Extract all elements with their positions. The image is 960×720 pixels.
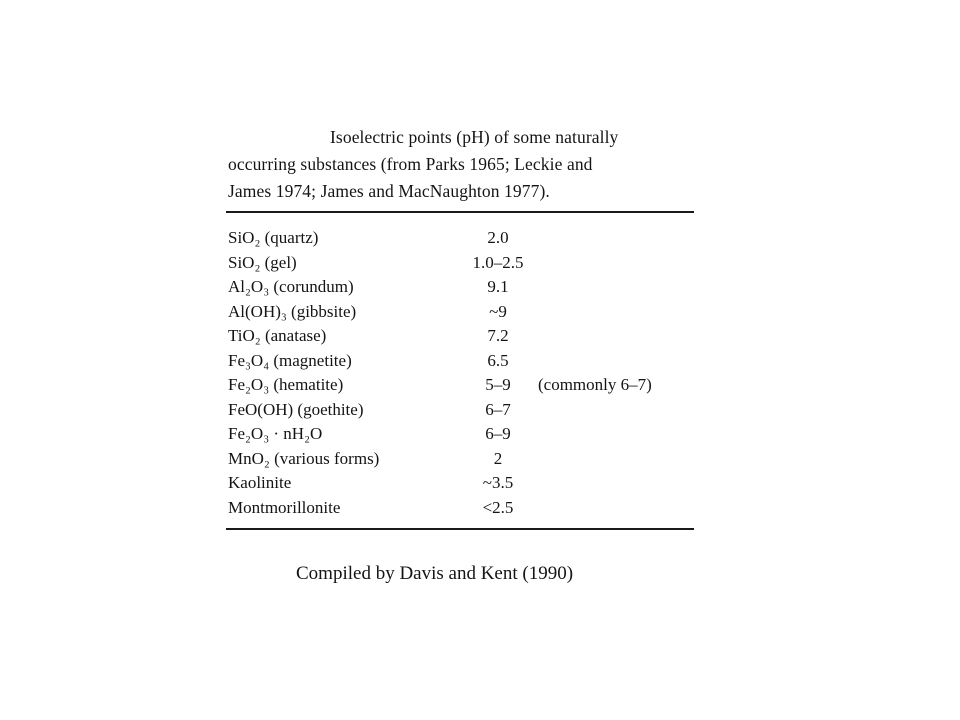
table-caption bbox=[228, 124, 698, 205]
table-row bbox=[228, 300, 698, 325]
substance-cell: Al₂O₃ (corundum) bbox=[228, 277, 354, 296]
table-row bbox=[228, 251, 698, 276]
caption-line-3: James 1974; James and MacNaughton 1977). bbox=[228, 181, 550, 201]
ph-cell: 6.5 bbox=[487, 350, 509, 370]
caption-line-1: Isoelectric points (pH) of some naturally bbox=[330, 127, 619, 147]
table-row bbox=[228, 226, 698, 251]
table-row bbox=[228, 275, 698, 300]
table-row bbox=[228, 471, 698, 496]
substance-cell: Kaolinite bbox=[228, 473, 292, 492]
ph-cell: 9.1 bbox=[487, 277, 509, 296]
ph-cell: 5–9 bbox=[485, 375, 511, 394]
table-row bbox=[228, 422, 698, 447]
substance-cell: SiO₂ (quartz) bbox=[228, 228, 319, 247]
substance-cell: Fe₂O₃ · nH₂O bbox=[228, 424, 323, 443]
ph-cell: 2.0 bbox=[487, 228, 509, 247]
table-top-rule bbox=[226, 211, 694, 213]
ph-cell: ~9 bbox=[489, 301, 507, 321]
ph-cell: 2 bbox=[493, 448, 503, 468]
substance-cell: Fe₃O₄ (magnetite) bbox=[228, 350, 352, 370]
substance-cell: Al(OH)₃ (gibbsite) bbox=[228, 301, 357, 321]
ph-cell: 6–9 bbox=[485, 424, 511, 443]
table-row bbox=[228, 496, 698, 521]
table-bottom-rule bbox=[226, 528, 694, 530]
substance-cell: MnO₂ (various forms) bbox=[228, 448, 380, 468]
ph-cell: 6–7 bbox=[485, 399, 511, 419]
substance-cell: Montmorillonite bbox=[228, 497, 341, 517]
compiled-by-credit: Compiled by Davis and Kent (1990) bbox=[296, 563, 574, 584]
ph-cell: <2.5 bbox=[482, 497, 514, 517]
table-row bbox=[228, 373, 698, 398]
table-row bbox=[228, 349, 698, 374]
substance-cell: FeO(OH) (goethite) bbox=[228, 399, 364, 419]
ph-cell: 1.0–2.5 bbox=[472, 252, 524, 272]
substance-cell: Fe₂O₃ (hematite) bbox=[228, 375, 344, 394]
substance-cell: SiO₂ (gel) bbox=[228, 252, 297, 272]
table-row bbox=[228, 324, 698, 349]
caption-line-2: occurring substances (from Parks 1965; Leckie and bbox=[228, 154, 593, 174]
ph-cell: 7.2 bbox=[487, 326, 509, 345]
isoelectric-points-table bbox=[228, 226, 698, 520]
note-cell: (commonly 6–7) bbox=[538, 375, 652, 394]
table-row bbox=[228, 447, 698, 472]
substance-cell: TiO₂ (anatase) bbox=[228, 326, 327, 345]
table-row bbox=[228, 398, 698, 423]
ph-cell: ~3.5 bbox=[482, 473, 514, 492]
